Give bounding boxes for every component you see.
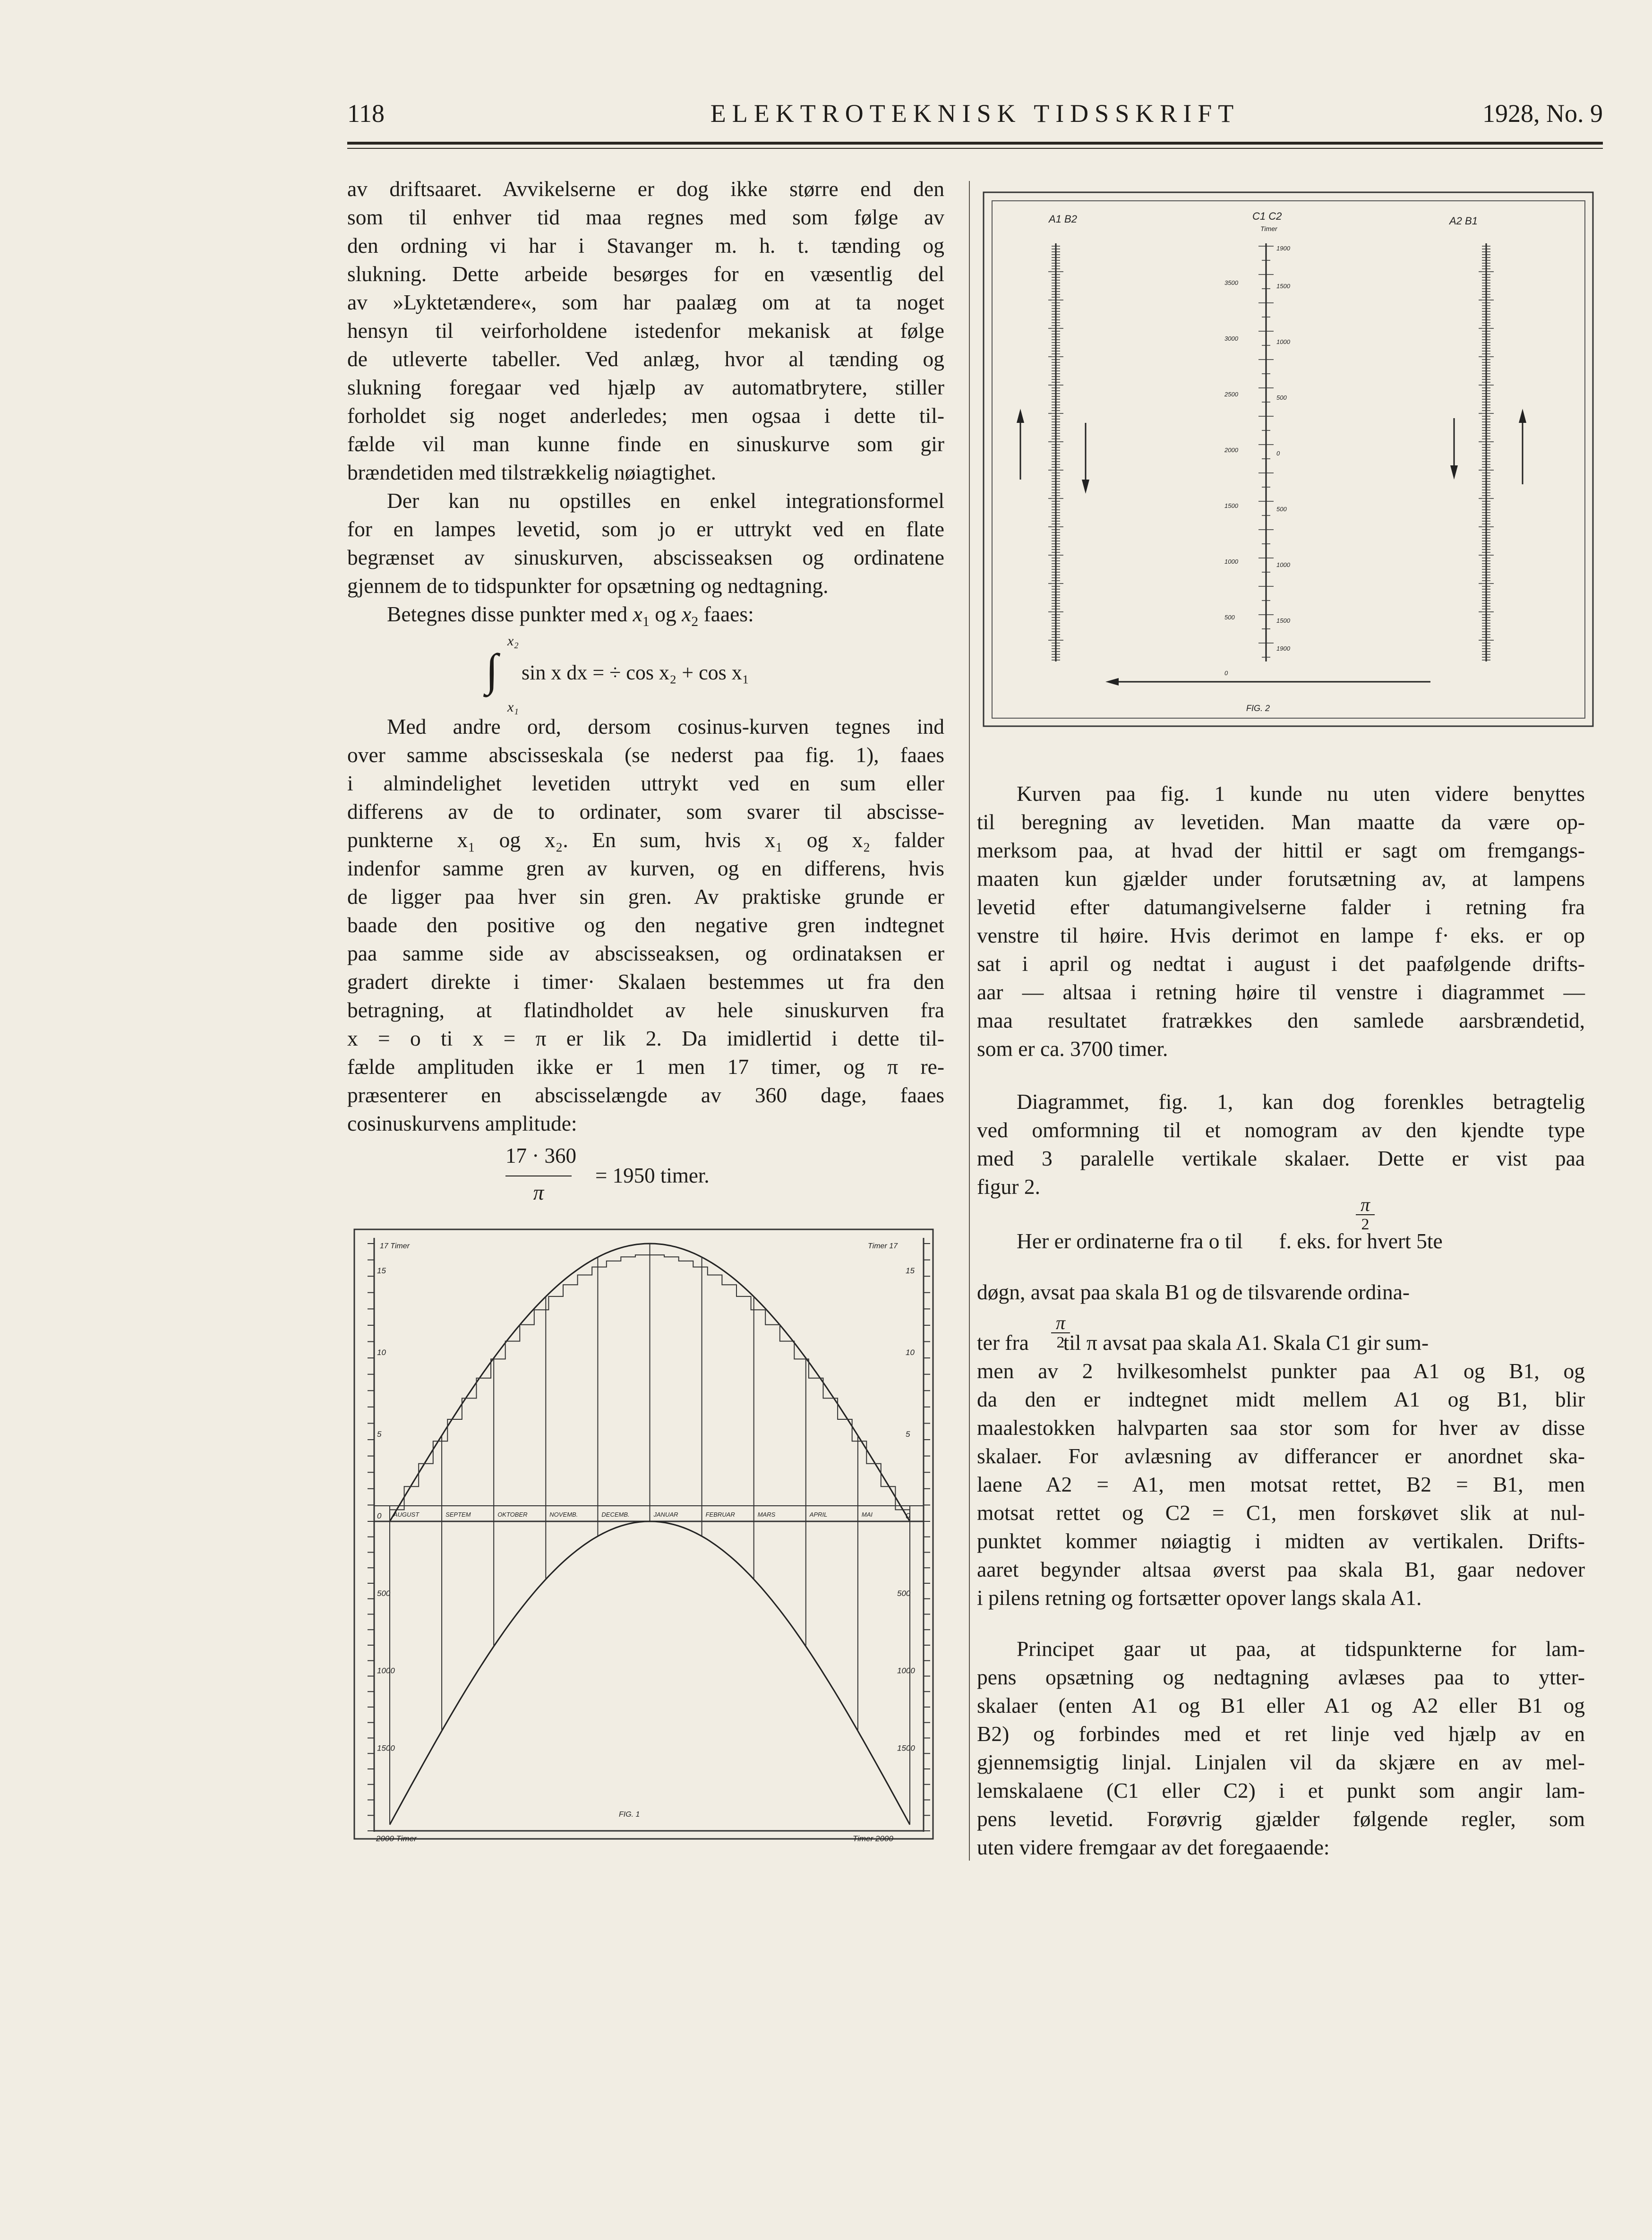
right-column-top: [977, 780, 1585, 1063]
month-label: MAI: [861, 1511, 873, 1518]
text-line: B2) og forbindes med et ret linje ved hjælp av en: [977, 1722, 1585, 1746]
p3-lead: Betegnes disse punkter med: [387, 602, 628, 626]
corner-label-bottom-left: 2000 Timer: [376, 1834, 417, 1843]
text-line: baade den positive og den negative gren indtegnet: [347, 913, 944, 937]
c-scale-left-label: 2500: [1224, 391, 1238, 398]
text-line: da den er indtegnet midt mellem A1 og B1, blir: [977, 1387, 1585, 1411]
integral-body: sin x dx = ÷ cos x₂ + cos x₁: [522, 661, 750, 684]
c-scale-top-label: 1900: [1276, 245, 1290, 252]
var-x1-sub: 1: [642, 614, 650, 630]
y-tick-label-right: 500: [897, 1588, 911, 1598]
text-line: av »Lyktetændere«, som har paalæg om at ta noget: [347, 290, 944, 314]
c-scale-left-label: 500: [1224, 614, 1235, 621]
text-line: uten videre fremgaar av det foregaaende:: [977, 1835, 1330, 1859]
text-line: merksom paa, at hvad der hittil er sagt om fremgangs-: [977, 838, 1585, 862]
integral-lower-limit: x₁: [507, 699, 519, 715]
c-scale-left-label: 3000: [1224, 335, 1238, 342]
text-line: over samme abscisseskala (se nederst paa fig. 1), faaes: [347, 743, 944, 767]
arrow-right-down-head: [1082, 480, 1089, 494]
text-line: skalaer. For avlæsning av differancer er anordnet ska-: [977, 1444, 1585, 1468]
text-line: Kurven paa fig. 1 kunde nu uten videre benyttes: [1017, 781, 1585, 806]
page-number: 118: [347, 99, 385, 128]
right-column-p4: [977, 1635, 1585, 1862]
text-line: cosinuskurvens amplitude:: [347, 1111, 577, 1135]
c-scale-right-label: 500: [1276, 394, 1287, 401]
text-line: lemskalaene (C1 eller C2) i et punkt som angir lam-: [977, 1778, 1585, 1802]
scale-label-a1-b2: A1 B2: [1049, 213, 1077, 225]
y-tick-label-right: 1000: [897, 1666, 915, 1675]
corner-label-bottom-right: Timer 2000: [853, 1834, 893, 1843]
text-line: sat i april og nedtat i august i det paafølgende drifts-: [977, 952, 1585, 976]
integral-formula: [482, 633, 860, 718]
text-line: gradert direkte i timer· Skalaen bestemmes ut fra den: [347, 970, 944, 994]
text-line: ved omformning til et nomogram av den kjendte type: [977, 1118, 1585, 1142]
text-line: for en lampes levetid, som jo er uttrykt ved en flate: [347, 517, 944, 541]
pi-over-two-2: [1051, 1313, 1070, 1352]
left-column-continued: [347, 712, 944, 1138]
c-scale-right-label: 0: [1276, 450, 1280, 457]
c-scale-left-label: 2000: [1224, 446, 1238, 454]
text-line: paa samme side av abscisseaksen, og ordinataksen er: [347, 941, 944, 965]
p3a-lead: Her er ordinaterne fra o til: [1017, 1229, 1243, 1253]
cosine-curve: [390, 1521, 910, 1825]
text-line: maalestokken halvparten saa stor som for hver av disse: [977, 1416, 1585, 1440]
c-scale-bottom-label: 1900: [1276, 645, 1290, 652]
month-label: OKTOBER: [497, 1511, 528, 1518]
text-line: gjennem de to tidspunkter for opsætning og nedtagning.: [347, 574, 829, 598]
y-tick-label-left: 0: [377, 1511, 382, 1520]
column-divider: [969, 181, 970, 1861]
y-tick-label-left: 1500: [377, 1743, 395, 1753]
y-tick-label-left: 10: [377, 1348, 386, 1357]
y-tick-label-left: 5: [377, 1430, 382, 1439]
text-line: differens av de to ordinater, som svarer til abscisse-: [347, 799, 944, 824]
text-line: av driftsaaret. Avvikelserne er dog ikke større end den: [347, 177, 944, 201]
text-line: laene A2 = A1, men motsat rettet, B2 = B1, men: [977, 1472, 1585, 1496]
month-label: APRIL: [809, 1511, 828, 1518]
p3-tail: faaes:: [703, 602, 754, 626]
paragraph-2: [347, 487, 944, 600]
c-scale-right-label: 1500: [1276, 283, 1290, 290]
text-line: som er ca. 3700 timer.: [977, 1037, 1168, 1061]
corner-label-top-right: Timer 17: [868, 1242, 898, 1250]
month-label: JANUAR: [653, 1511, 678, 1518]
text-line: forholdet sig noget anderledes; men ogsaa i dette til-: [347, 403, 944, 428]
paragraph-1: [347, 175, 944, 487]
text-line: levetid efter datumangivelserne falder i retning fra: [977, 895, 1585, 919]
arrow-left-up-head: [1017, 409, 1024, 423]
pi-denominator: 2: [1051, 1332, 1070, 1352]
inner-frame: [992, 201, 1585, 718]
text-line: i almindelighet levetiden uttrykt ved en sum eller: [347, 771, 944, 795]
text-line: de ligger paa hver sin gren. Av praktiske grunde er: [347, 884, 944, 909]
text-line: til beregning av levetiden. Man maatte da være op-: [977, 810, 1585, 834]
month-label: MARS: [757, 1511, 776, 1518]
month-label: SEPTEM: [445, 1511, 471, 1518]
fraction-denominator: π: [533, 1181, 544, 1204]
arrow-b1-up-head: [1519, 409, 1526, 423]
fraction-numerator: 17 · 360: [505, 1144, 576, 1167]
c-scale-right-label: 1000: [1276, 561, 1290, 568]
right-column-p3a: [977, 1227, 1585, 1255]
word-og: og: [655, 602, 676, 626]
right-column-p2: [977, 1088, 1585, 1201]
var-x1: x: [633, 602, 642, 626]
text-line: døgn, avsat paa skala B1 og de tilsvarende ordina-: [977, 1280, 1410, 1304]
figure-2-nomogram: [977, 187, 1603, 737]
y-tick-label-right: 10: [906, 1348, 915, 1357]
var-x2: x: [682, 602, 692, 626]
month-label: FEBRUAR: [705, 1511, 735, 1518]
figure-caption: FIG. 2: [1246, 704, 1270, 713]
scale-label-c1-c2: C1 C2: [1252, 210, 1282, 222]
p3c-lead: ter fra: [977, 1330, 1029, 1355]
integral-sign: ∫: [486, 644, 498, 695]
c-scale-right-label: 500: [1276, 506, 1287, 513]
text-line: men av 2 hvilkesomhelst punkter paa A1 og B1, og: [977, 1359, 1585, 1383]
text-line: slukning foregaar ved hjælp av automatbrytere, stiller: [347, 375, 944, 399]
month-label: DECEMB.: [601, 1511, 630, 1518]
text-line: som til enhver tid maa regnes med som følge av: [347, 205, 944, 229]
scale-label-timer: Timer: [1260, 225, 1277, 232]
c-scale-right-label: 1500: [1276, 617, 1290, 624]
right-column-p3: [977, 1357, 1585, 1612]
running-header: [347, 97, 1603, 130]
text-line: begrænset av sinuskurven, abscisseaksen og ordinatene: [347, 545, 944, 569]
header-rule-thin: [347, 148, 1603, 149]
text-line: brændetiden med tilstrækkelig nøiagtighet.: [347, 460, 716, 484]
y-tick-label-right: 1500: [897, 1743, 915, 1753]
text-line: med 3 paralelle vertikale skalaer. Dette er vist paa: [977, 1146, 1585, 1170]
text-line: pens levetid. Forøvrig gjælder følgende regler, som: [977, 1807, 1585, 1831]
header-rule-thick: [347, 142, 1603, 145]
text-line: fælde vil man kunne finde en sinuskurve som gir: [347, 432, 944, 456]
text-line: Principet gaar ut paa, at tidspunkterne for lam-: [1017, 1637, 1585, 1661]
figure-frame: [354, 1229, 933, 1839]
figure-1-sine-diagram: [345, 1224, 945, 1852]
text-line: præsenterer en abscisselængde av 360 dage, faaes: [347, 1083, 944, 1107]
month-label: NOVEMB.: [549, 1511, 578, 1518]
text-line: [977, 1227, 1585, 1255]
text-line: slukning. Dette arbeide besørges for en væsentlig del: [347, 262, 944, 286]
month-label: AUGUST: [394, 1511, 419, 1518]
pi-over-two-1: [1356, 1195, 1375, 1234]
text-line: venstre til høire. Hvis derimot en lampe f· eks. er op: [977, 923, 1585, 947]
issue-label: 1928, No. 9: [1482, 99, 1603, 128]
text-line: punktet kommer nøiagtig i midten av vertikalen. Drifts-: [977, 1529, 1585, 1553]
journal-title: ELEKTROTEKNISK TIDSSKRIFT: [710, 99, 1240, 128]
paragraph-3: [347, 600, 944, 628]
text-line: Med andre ord, dersom cosinus-kurven tegnes ind: [387, 714, 944, 738]
text-line: aar — altsaa i retning høire til venstre i diagrammet —: [977, 980, 1585, 1004]
text-line: x = o ti x = π er lik 2. Da imidlertid i dette til-: [347, 1026, 944, 1050]
y-tick-label-left: 500: [377, 1588, 391, 1598]
c-scale-left-label: 1500: [1224, 502, 1238, 509]
text-line: figur 2.: [977, 1175, 1040, 1199]
c-scale-left-label: 1000: [1224, 558, 1238, 565]
p3c-mid: til π avsat paa skala A1. Skala C1 gir sum-: [1063, 1330, 1429, 1355]
text-line: pens opsætning og nedtagning avlæses paa to ytter-: [977, 1665, 1585, 1689]
amplitude-fraction: [505, 1143, 836, 1214]
pi-numerator: π: [1360, 1194, 1370, 1215]
c-scale-right-label: 1000: [1276, 338, 1290, 345]
pi-denominator: 2: [1356, 1214, 1375, 1234]
text-line: gjennemsigtig linjal. Linjalen vil da skjære en av mel-: [977, 1750, 1585, 1774]
c-scale-left-label: 3500: [1224, 279, 1238, 286]
c-scale-left-label: 0: [1224, 669, 1228, 677]
text-line: maa resultatet fratrækkes den samlede aarsbrændetid,: [977, 1008, 1585, 1032]
y-tick-label-right: 5: [906, 1430, 910, 1439]
bottom-arrow-head: [1105, 678, 1119, 686]
left-column: [347, 175, 944, 628]
text-line: i pilens retning og fortsætter opover langs skala A1.: [977, 1586, 1422, 1610]
arrow-a2-down-head: [1450, 465, 1458, 480]
y-tick-label-right: 15: [906, 1266, 915, 1276]
y-tick-label-right: 0: [906, 1511, 910, 1520]
right-column-p3b: [977, 1278, 1585, 1306]
text-line: aaret begynder altsaa øverst paa skala B1, gaar nedover: [977, 1557, 1585, 1581]
text-line: de utleverte tabeller. Ved anlæg, hvor al tænding og: [347, 347, 944, 371]
corner-label-top-left: 17 Timer: [380, 1242, 410, 1250]
text-line: Diagrammet, fig. 1, kan dog forenkles betragtelig: [1017, 1090, 1585, 1114]
text-line: fælde amplituden ikke er 1 men 17 timer, og π re-: [347, 1055, 944, 1079]
text-line: den ordning vi har i Stavanger m. h. t. tænding og: [347, 233, 944, 257]
y-tick-label-left: 1000: [377, 1666, 395, 1675]
figure-caption: FIG. 1: [619, 1811, 640, 1819]
text-line: hensyn til veirforholdene istedenfor mekanisk at følge: [347, 318, 944, 343]
var-x2-sub: 2: [691, 614, 699, 630]
text-line: motsat rettet og C2 = C1, men forskøvet slik at nul-: [977, 1501, 1585, 1525]
text-line: indenfor samme gren av kurven, og en differens, hvis: [347, 856, 944, 880]
text-line: betragning, at flatindholdet av hele sinuskurven fra: [347, 998, 944, 1022]
integral-upper-limit: x₂: [507, 633, 519, 649]
text-line: Der kan nu opstilles en enkel integrationsformel: [387, 489, 944, 513]
text-line: punkterne x₁ og x₂. En sum, hvis x₁ og x₂ falder: [347, 828, 944, 852]
y-tick-label-left: 15: [377, 1266, 386, 1276]
fraction-result: = 1950 timer.: [595, 1164, 710, 1187]
text-line: skalaer (enten A1 og B1 eller A1 og A2 eller B1 og: [977, 1693, 1585, 1717]
text-line: maaten kun gjælder under forutsætning av, at lampens: [977, 867, 1585, 891]
p3a-tail: f. eks. for hvert 5te: [1279, 1229, 1443, 1253]
scale-label-a2-b1: A2 B1: [1449, 215, 1478, 227]
pi-numerator: π: [1055, 1312, 1066, 1333]
